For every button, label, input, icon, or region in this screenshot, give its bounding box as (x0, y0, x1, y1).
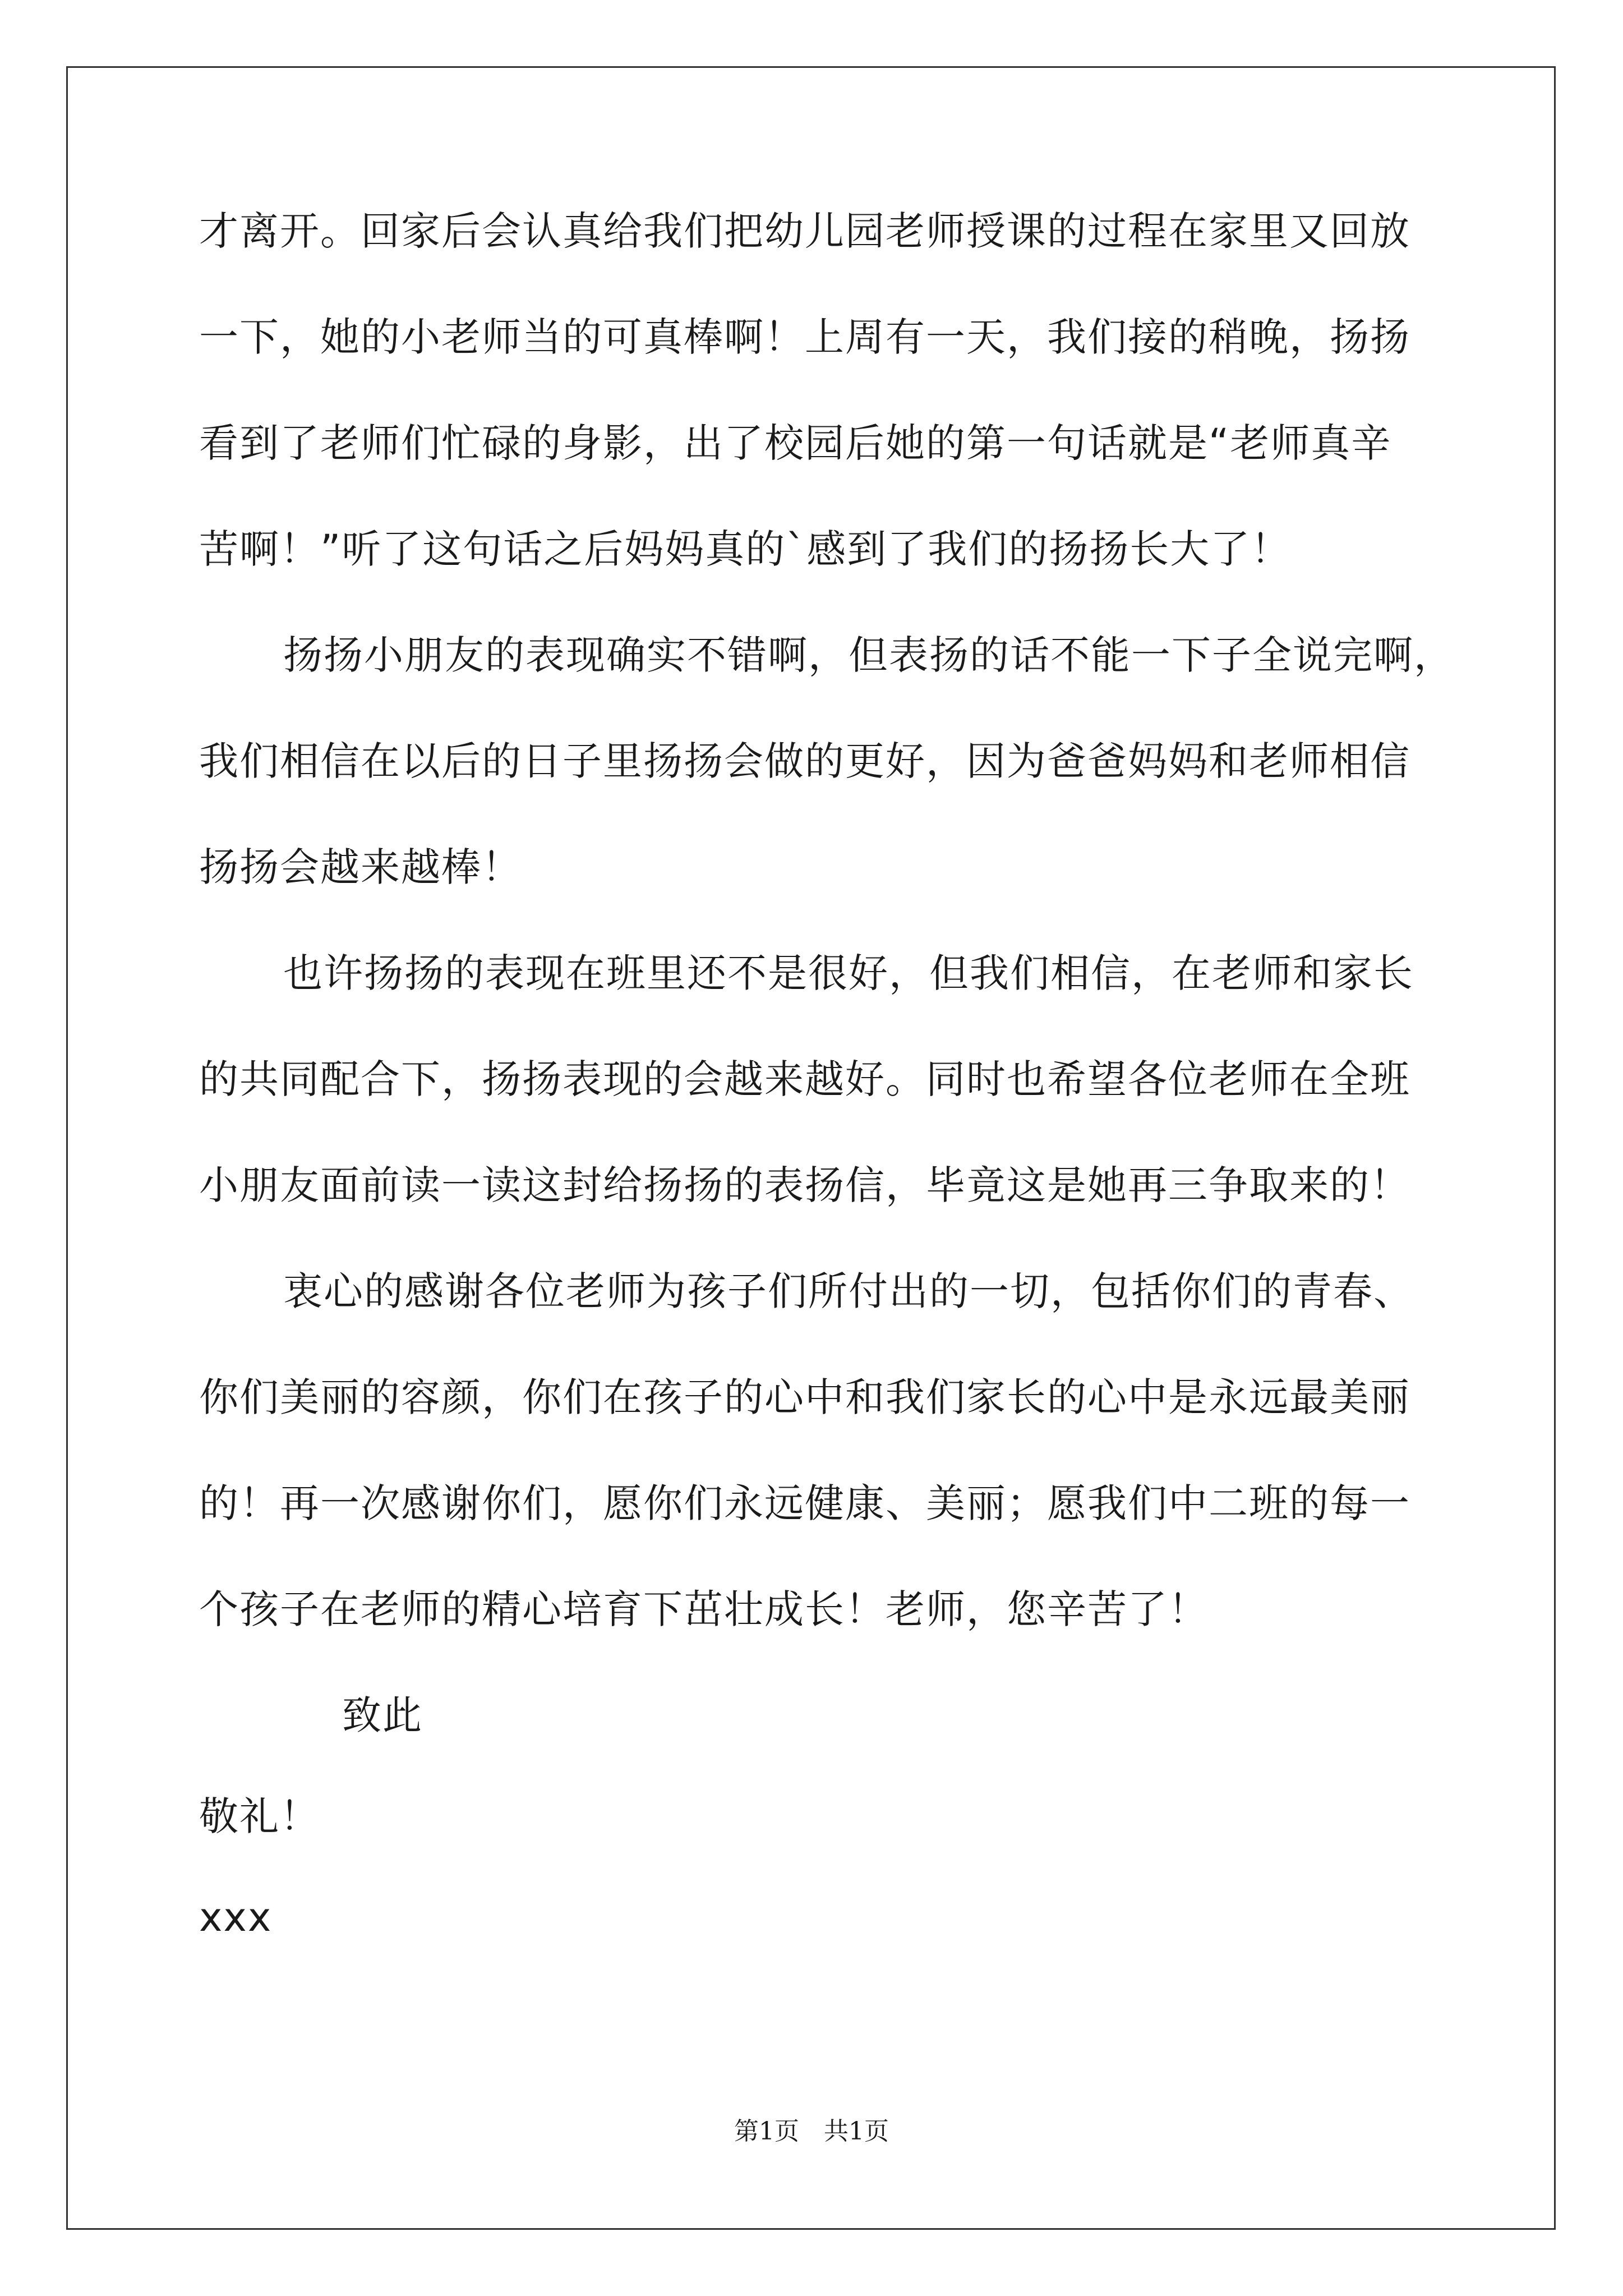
closing-salutation: 致此 (342, 1692, 423, 1738)
text-line: 一下，她的小老师当的可真棒啊！上周有一天，我们接的稍晚，扬扬 (199, 314, 1410, 360)
text-line: 小朋友面前读一读这封给扬扬的表扬信，毕竟这是她再三争取来的！ (199, 1162, 1410, 1208)
text-line: 的！再一次感谢你们，愿你们永远健康、美丽；愿我们中二班的每一 (199, 1480, 1410, 1526)
text-line: 我们相信在以后的日子里扬扬会做的更好，因为爸爸妈妈和老师相信 (199, 738, 1410, 784)
signature: xxx (199, 1894, 273, 1940)
text-line: 你们美丽的容颜，你们在孩子的心中和我们家长的心中是永远最美丽 (199, 1374, 1410, 1420)
text-line: 个孩子在老师的精心培育下茁壮成长！老师，您辛苦了！ (199, 1586, 1209, 1632)
text-line: 看到了老师们忙碌的身影，出了校园后她的第一句话就是“老师真辛 (199, 420, 1392, 466)
text-line: 扬扬会越来越棒！ (199, 844, 522, 890)
text-line: 的共同配合下，扬扬表现的会越来越好。同时也希望各位老师在全班 (199, 1056, 1410, 1102)
text-line: 苦啊！”听了这句话之后妈妈真的`感到了我们的扬扬长大了！ (199, 526, 1292, 572)
paragraph-start-line: 衷心的感谢各位老师为孩子们所付出的一切，包括你们的青春、 (283, 1268, 1414, 1314)
regards: 敬礼！ (199, 1793, 320, 1839)
paragraph-start-line: 扬扬小朋友的表现确实不错啊，但表扬的话不能一下子全说完啊， (283, 632, 1454, 678)
text-line: 才离开。回家后会认真给我们把幼儿园老师授课的过程在家里又回放 (199, 208, 1410, 254)
paragraph-start-line: 也许扬扬的表现在班里还不是很好，但我们相信，在老师和家长 (283, 950, 1414, 996)
page-footer: 第1页 共1页 (734, 2117, 889, 2146)
page-frame (66, 66, 1556, 2230)
